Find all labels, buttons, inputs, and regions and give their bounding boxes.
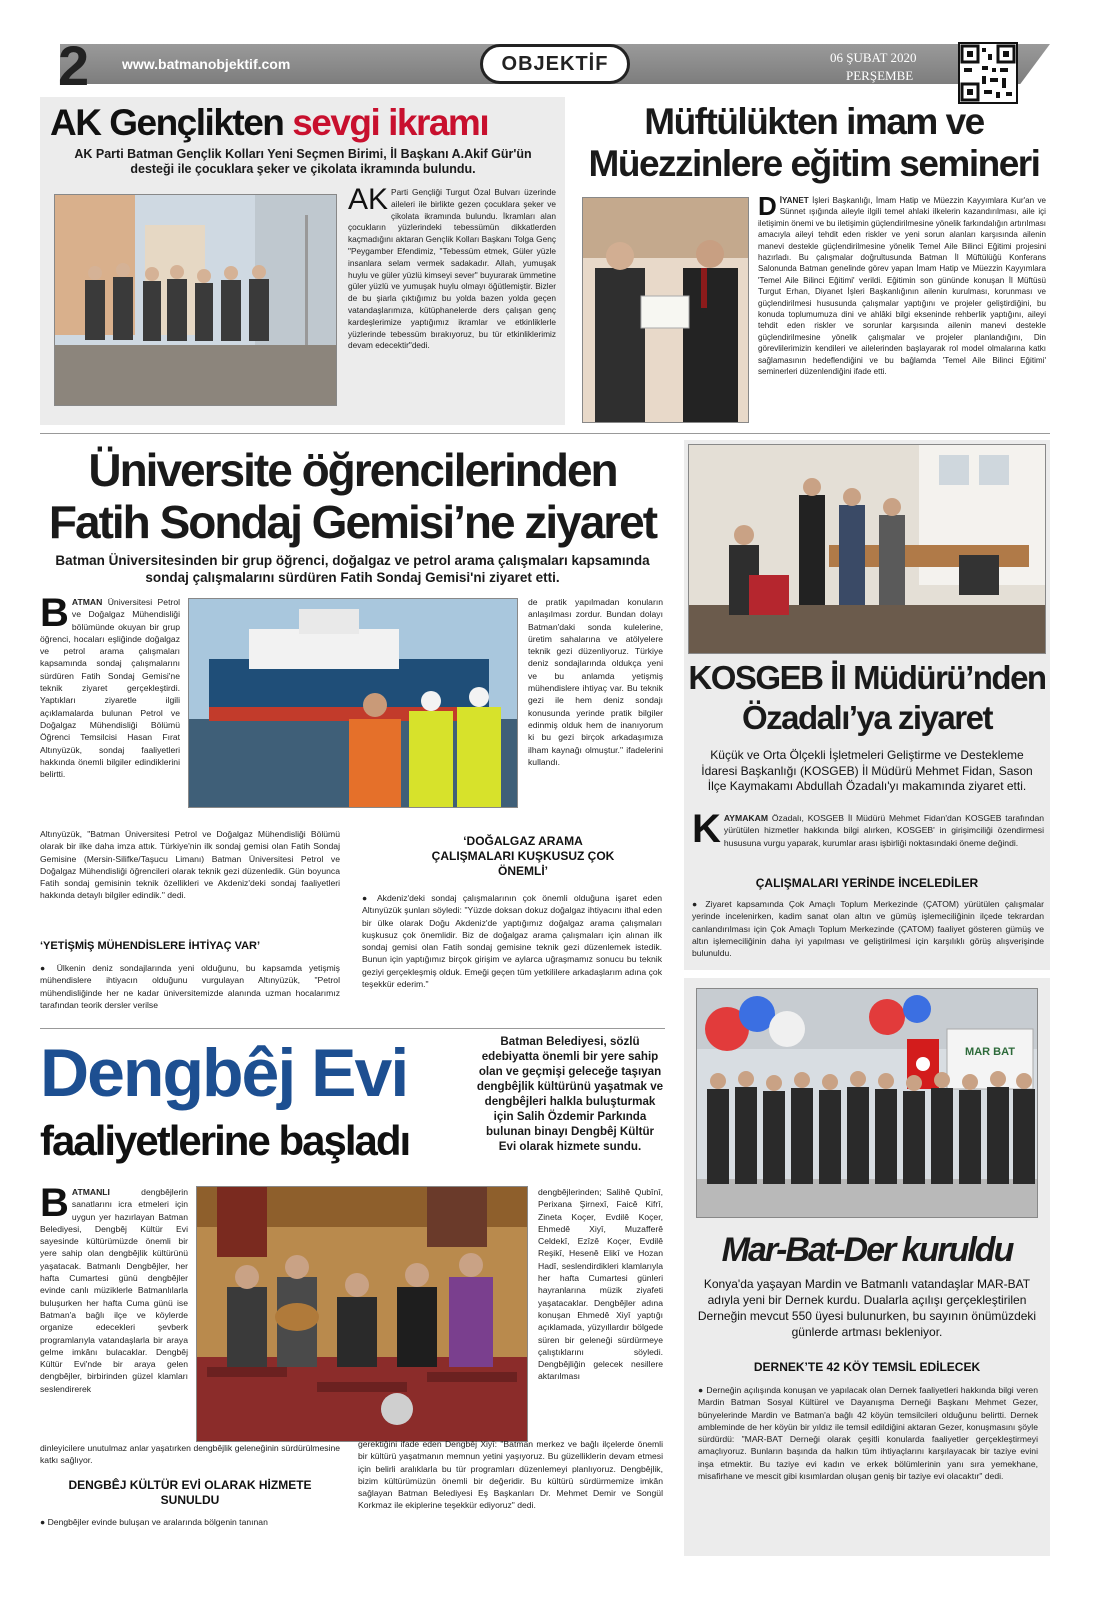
story-muftuluk: [578, 97, 1050, 425]
column-1-text: dengbêjlerin sanatlarını icra etmeleri için uygun yer hazırlayan Batman Belediyesi, Dengbêj Kültür Evi sayesinde kültürümüzde önemli bir yere sahip olan dengbêjlik kültürünü yaşatacak. Batmanlı Dengbêjler, her hafta Cumartesi günü dengbêjler evinde canlı müziklerle Batmanlılarla buluşurken her hafta Cuma günü ise Batman'a bağlı ilçe ve köylerde organize edecekleri şevberk programlarıyla vatandaşlarla bir araya gelme imkânı bulacaklar. Dengbêj Kültür Evi'nde bir araya gelen dengbêjler, birbirinden güzel klamları seslendirerek: [40, 1187, 188, 1394]
story-subtitle: Batman Üniversitesinden bir grup öğrenci, doğalgaz ve petrol arama çalışmaları kapsamında sondaj çalışmalarını sürdüren Fatih Sondaj Gemisi'ni ziyaret etti.: [55, 553, 650, 585]
subsection-2-text: Akdeniz'deki sondaj çalışmalarının çok önemli olduğuna işaret eden Altınyüzük şunları söyledi: "Yüzde doksan dokuz doğalgaz ihtiyacını ithal eden bir ülke olarak Doğu Akdeniz'de yaptığımız doğalgaz arama çalışmaları kuşkusuz çok önemlidir. Biz de doğalgaz arama çalışmaları için alınan ilk sondaj gemisi olan Fatih sondaj gemisine teknik gezi düzenlemek istedik. Bunun için yaptığımız birçok girişim ve aylarca uğraşmamız sonucu bu teknik geziyi gerçekleşmiş olduk. Emeği geçen tüm yetkililere arkadaşlarım adına çok teşekkür ederim.": [362, 893, 662, 990]
subheading-2: ‘DOĞALGAZ ARAMA ÇALIŞMALARI KUŞKUSUZ ÇOK ÖNEMLİ’: [431, 834, 615, 878]
subheading: DERNEK’TE 42 KÖY TEMSİL EDİLECEK: [753, 1360, 981, 1374]
lead-word: ATMANLI: [71, 1187, 110, 1197]
issue-date: 06 ŞUBAT 2020: [830, 50, 917, 65]
headline-line2: Fatih Sondaj Gemisi’ne ziyaret: [48, 496, 657, 548]
headline-line1: Üniversite öğrencilerinden: [88, 444, 617, 496]
story-marbat-der: [684, 978, 1050, 1556]
headline-line2: Özadalı’ya ziyaret: [742, 699, 992, 736]
section-divider: [40, 433, 1050, 434]
headline-line2: Müezzinlere eğitim semineri: [588, 143, 1040, 184]
story-subtitle: Konya'da yaşayan Mardin ve Batmanlı vatandaşlar MAR-BAT adıyla yeni bir Dernek kurdu. Dualarla açılışı gerçekleştirilen Derneğin mevcut 550 üyesi bulunurken, bu sayının önümüzdeki günlerde artması bekleniyor.: [697, 1277, 1037, 1339]
dropcap: D: [758, 195, 777, 221]
headline-line1: Müftülükten imam ve: [644, 101, 984, 142]
body-text: Derneğin açılışında konuşan ve yapılacak olan Dernek faaliyetleri hakkında bilgi veren Mardin Batman Sosyal Kültürel ve Dayanışma Derneği Başkanı Mehmet Gezer, bünyelerinde Mardin ve Batman'a bağlı 42 köyün temsilcileri olduğunu belirtti. Dernek ambleminde de her köyün bir yıldız ile temsil edildiğini aktaran Gezer, konuşmasını şöyle sürdürdü: "MAR-BAT Derneği olarak çeşitli konularda faaliyetler gerçekleştirmeyi amaçlıyoruz. Bunların başında da halkın tüm ihtiyaçlarını karşılayacak bir taziye evini inşa etmektir. Bu taziye evi kadın ve erkek bölümlerinin yanı sıra yemekhane, misafirhane ve mescit gibi kısımlardan oluşan geniş bir taziye evi olacaktır" dedi.: [698, 1385, 1038, 1482]
column-3-wide: gerektiğini ifade eden Dengbêj Xiyî: "Batman merkez ve bağlı ilçelerde önemli bir kültürü yaşatmanın memnun yetini yaşıyoruz. Bu güzelliklerin devam etmesi için belirli aralıklarla bu tür programları düzenlemeyi planlıyoruz. Dengbêjlik, bizim kültürümüzün önemli bir değeridir. Bu kültürü sürdürmemize imkân sağlayan Batman Belediyesi Eş Başkanları Dr. Mehmet Demir ve Songül Korkmaz ile ekiplerine teşekkür ediyoruz" dedi.: [358, 1439, 663, 1511]
dropcap: B: [40, 1186, 69, 1225]
body-text: Özadalı, KOSGEB İl Müdürü Mehmet Fidan'dan KOSGEB tarafından yürütülen hizmetler hakkında bilgi alırken, KOSGEB' in girişimciliği özendirmesi hususuna vurgu yaparak, kurumlar arası işbirliği noktasındaki öneme değindi.: [723, 813, 1044, 848]
subsection-1-text: Ülkenin deniz sondajlarında yeni olduğunu, bu kapsamda yetişmiş mühendislere ihtiyacın olduğunu vurgulayan Altınyüzük, "Petrol mühendisliğinde her ne kadar üniversitemizde alanında uzman hocalarımız tarafından teorik dersler verilse: [40, 963, 340, 1010]
photo-marbat-opening: [696, 988, 1038, 1218]
subheading: ÇALIŞMALARI YERİNDE İNCELEDİLER: [755, 876, 979, 890]
body-text: Parti Gençliği Turgut Özal Bulvarı üzerinde aileleri ile birlikte gezen çocuklara şeker ve çikolata ikramında bulundu. İkramları alan çocukların yüzlerindeki tebessümün dikkatlerden kaçmadığını aktaran Gençlik Kolları Başkanı Tolga Genç "Peygamber Efendimiz, "Tebessüm etmek, Güler yüzle insanlara selam vermek sadakadır. Allah, yumuşak huylu ve güler yüzlü kimseyi sever" buyurarak ümmetine güler yüzlü ve yumuşak huylu olmayı öğütlemiştir. Bizler de bu şiarla çıktığımız bu yolda bazen yolda geçen vatandaşlarımıza, kütüphanelerde ders çalışan genç kardeşlerimize yaptığımız ikramlar ve etkinliklerle yüzlerinde tebessüm bırakıyoruz, bu tür etkinliklerimiz devam edecektir"dedi.: [348, 187, 556, 351]
logo-text: OBJEKTİF: [501, 52, 609, 75]
subsection-1-body: ● Ülkenin deniz sondajlarında yeni olduğunu, bu kapsamda yetişmiş mühendislere ihtiyacın olduğunu vurgulayan Altınyüzük, "Petrol mühendisliğinde her ne kadar üniversitemizde alanında uzman hocalarımız tarafından teorik dersler verilse: [40, 963, 340, 1010]
photo-ak-youth-group: [54, 194, 337, 406]
story-body: [348, 187, 556, 413]
headline-line1: Dengbêj Evi: [40, 1035, 408, 1111]
subsection-body: ● Dengbêjler evinde buluşan ve aralarında bölgenin tanınan: [40, 1517, 268, 1527]
qr-code-icon: [958, 42, 1018, 104]
website-link[interactable]: www.batmanobjektif.com: [122, 56, 291, 72]
headline-part1: AK Gençlikten: [50, 102, 293, 143]
lead-word: AYMAKAM: [723, 813, 768, 823]
dropcap: B: [40, 596, 69, 635]
photo-drilling-ship: [188, 598, 518, 808]
story-body: ● Derneğin açılışında konuşan ve yapılacak olan Dernek faaliyetleri hakkında bilgi veren Mardin Batman Sosyal Kültürel ve Dayanışma Derneği Başkanı Mehmet Gezer, bünyelerinde Mardin ve Batman'a bağlı 42 köyün temsilcileri olduğunu belirtti. Dernek ambleminde de her köyün bir yıldız ile temsil edildiğini aktaran Gezer, konuşmasını şöyle sürdürdü: "MAR-BAT Derneği olarak çeşitli konularda faaliyetler gerçekleştirmeyi amaçlıyoruz. Bunların başında da halkın tüm ihtiyaçlarını karşılayacak bir taziye evini inşa etmektir. Bu taziye evi kadın ve erkek bölümlerinin yanı sıra yemekhane, misafirhane ve mescit gibi kısımlardan oluşan geniş bir taziye evi olacaktır" dedi.: [698, 1385, 1038, 1482]
subsection-2-body: ● Akdeniz'deki sondaj çalışmalarının çok önemli olduğuna işaret eden Altınyüzük şunları söyledi: "Yüzde doksan dokuz doğalgaz ihtiyacını ithal eden bir ülke olarak Doğu Akdeniz'de yaptığımız doğalgaz arama çalışmaları kuşkusuz çok önemlidir. Biz de doğalgaz arama çalışmaları için alınan ilk sondaj gemisi olan Fatih sondaj gemisine teknik gezi düzenlemek istedik. Bunun için yaptığımız birçok girişim ve aylarca uğraşmamız sonucu bu teknik geziyi gerçekleşmiş olduk. Emeği geçen tüm yetkililere arkadaşlarım adına çok teşekkür ederim.": [362, 893, 662, 990]
story-headline: [50, 101, 560, 145]
photo-catom-workshop: [688, 444, 1046, 654]
story-subtitle: Küçük ve Orta Ölçekli İşletmeleri Geliştirme ve Destekleme İdaresi Başkanlığı (KOSGEB) İl Müdürü Mehmet Fidan, Sason İlçe Kaymakamı Abdullah Özadalı'yı makamında ziyaret etti.: [701, 748, 1033, 793]
column-1: [40, 1186, 188, 1442]
section-divider: [40, 1028, 665, 1029]
column-1-wide: dinleyicilere unutulmaz anlar yaşatırken dengbêjlik geleneğinin sürdürülmesine katkı sağlıyor.: [40, 1443, 340, 1466]
photo-dengbej-singers: [196, 1186, 528, 1442]
issue-weekday: PERŞEMBE: [846, 68, 914, 83]
headline: Mar-Bat-Der kuruldu: [721, 1231, 1013, 1269]
lead-word: ATMAN: [71, 597, 103, 607]
column-3: dengbêjlerinden; Salihê Qubînî, Perixana Şirnexî, Faicê Kifrî, Zineta Koçer, Evdilê Koçer, Ehmedê Xiyî, Muzafferê Celdekî, Ezîzê Koçer, Evdilê Reşikî, Hesenê Elikî ve Hozan Hadî, seslendirdikleri klamlarıyla her hafta Cumartesi günleri hayranlarına müzik ziyafeti yaşatacaklar. Dengbêjler adına konuşan Ehmedê Xiyî yaptığı açıklamada, yüzyıllardır bölgede süren bir geleneği sürdürmeye çalıştıklarını söyledi. Dengbêjliğin gelecek nesillere aktarılması: [538, 1187, 663, 1382]
logo: [480, 44, 630, 84]
story-dengbej-evi: [40, 1032, 665, 1560]
subheading: DENGBÊJ KÜLTÜR EVİ OLARAK HİZMETE SUNULDU: [68, 1478, 312, 1507]
headline-line2: faaliyetlerine başladı: [40, 1117, 410, 1164]
headline-line1: KOSGEB İl Müdürü’nden: [688, 659, 1046, 696]
story-universite: [40, 440, 665, 1022]
dropcap: K: [692, 812, 721, 851]
subsection-body: ● Ziyaret kapsamında Çok Amaçlı Toplum Merkezinde (ÇATOM) yürütülen çalışmalar yerinde incelenirken, kadim sanat olan altın ve gümüş işlemeciliğinin ilçede tekrardan canlandırılması için Çok Amaçlı Toplum Merkezinde (ÇATOM) faaliyet gösteren gümüş ve altın işlemeciliğinin daha iyi yapılması ve geliştirilmesi için karşılıklı görüş alışverişinde bulunuldu.: [692, 899, 1044, 959]
dropcap: AK: [348, 187, 389, 216]
story-kosgeb: [684, 440, 1050, 970]
lead-word: İYANET: [779, 196, 809, 205]
column-1: [40, 596, 180, 826]
story-body: [692, 812, 1044, 866]
subsection-text: Ziyaret kapsamında Çok Amaçlı Toplum Merkezinde (ÇATOM) yürütülen çalışmalar yerinde incelenirken, kadim sanat olan altın ve gümüş işlemeciliğinin ilçede tekrardan canlandırılması için Çok Amaçlı Toplum Merkezinde (ÇATOM) faaliyet gösteren gümüş ve altın işlemeciliğinin daha iyi yapılması ve geliştirilmesi için karşılıklı görüş alışverişinde bulunuldu.: [692, 899, 1044, 959]
story-subtitle: AK Parti Batman Gençlik Kolları Yeni Seçmen Birimi, İl Başkanı A.Akif Gür'ün desteği ile çocuklara şeker ve çikolata ikramında bulundu.: [74, 147, 532, 176]
story-intro: Batman Belediyesi, sözlü edebiyatta önemli bir yere sahip olan ve geçmişi geleceğe taşıyan dengbêjlik kültürünü yaşatmak ve dengbêjleri halkla buluşturmak için Salih Özdemir Parkında bulunan binayı Dengbêj Kültür Evi olarak hizmete sundu.: [476, 1035, 664, 1153]
column-1-text: Üniversitesi Petrol ve Doğalgaz Mühendisliği bölümünde okuyan bir grup öğrenci, hocaları eşliğinde doğalgaz ve petrol arama çalışmaları kapsamında sondaj çalışmalarını sürdüren Fatih Sondaj Gemisi'ne teknik ziyaret gerçekleştirdi. Yaptıkları ziyaretle ilgili açıklamalarda bulunan Petrol ve Doğalgaz Mühendisliği Bölümü Öğrenci Temsilcisi Hasan Fırat Altınyüzük, sondaj faaliyetleri hakkında önemli bilgiler edindiklerini belirtti.: [40, 597, 180, 780]
banner-text: MAR BAT: [965, 1046, 1015, 1058]
column-3: de pratik yapılmadan konuların anlaşılması zordur. Bundan dolayı Batman'daki sonda kulelerine, üretim sahalarına ve atölyelere teknik gezi düzenliyoruz. Türkiye deniz sondajlarında oldukça yeni ve bu anlamda yetişmiş mühendislere ihtiyaç var. Bu teknik gezi ile hem deniz sondajı konusunda yerinde pratik bilgiler edinmiş olduk hem de inanıyorum ki bu gezi birçok arkadaşımıza ilham kaynağı olmuştur." ifadelerini kullandı.: [528, 597, 663, 767]
photo-certificate-ceremony: [582, 197, 749, 423]
subsection-text: Dengbêjler evinde buluşan ve aralarında bölgenin tanınan: [47, 1517, 268, 1527]
headline-part2: sevgi ikramı: [292, 102, 489, 143]
subheading-1: ‘YETİŞMİŞ MÜHENDİSLERE İHTİYAÇ VAR’: [40, 940, 261, 952]
story-body: [758, 195, 1046, 423]
story-ak-genclik: [40, 97, 565, 425]
column-1-wide: Altınyüzük, "Batman Üniversitesi Petrol ve Doğalgaz Mühendisliği Bölümü olarak bir ilke daha imza attık. Türkiye'nin ilk sondaj gemisi olan Fatih Sondaj Gemisine (Mersin-Silifke/Taşucu Limanı) Batman Üniversitesi Petrol ve Doğalgaz Mühendisliği öğrencileri olarak teknik gezi düzenledik. Gün boyunca Fatih sondaj gemisinin teknik özellikleri ve Akdeniz'deki sondaj faaliyetleri hakkında detaylı bilgiler edindik." dedi.: [40, 829, 340, 901]
page-number: 2: [58, 34, 90, 97]
page-header: [40, 34, 1050, 97]
body-text: İşleri Başkanlığı, İmam Hatip ve Müezzin Kayyımlara Kur'an ve Sünnet ışığında aileyle ilgili temel ahlaki ilkelerin kazandırılması, aile içi iletişimin önemi ve bu iletişimin güçlendirilmesine yönelik farkındalığın artırılması amacıyla aileyi tehdit eden riskler ve yeni sorun alanları karşısında ailenin manevi destekle güçlendirilmesine yönelik Temel Aile Bilinci Eğitimi projesini hazırladı. Bu çalışmalar doğrultusunda Batman İl Müftülüğü Konferans Salonunda Batman genelinde görev yapan İmam Hatip ve Müezzin Kayyımlara 'Temel Aile Bilinci Eğitimi' verildi. Eğitimin son gününde konuşan İl Müftüsü Turgut Erhan, Diyanet İşleri Başkanlığının ailenin kurulması, korunması ve güçlendirilmesi hususunda çalışmalar yaptığını ve projeler geliştirdiğini, bu konuda toplumumuza dini ve ahlâki bilgi ekseninde rehberlik yaptığını, aileyi tehdit eden riskler ve sorunlar karşısında ailenin manevi destekle güçlendirilmesine yönelik çalışmalar ve projeler planlandığını, Din görevlilerimizin kendileri ve ailelerinden başlayarak rol model olmalarına katkı sağlamasının hedeflendiğini ve bu bağlamda 'Temel Aile Bilinci Eğitimi' seminerleri düzenlendiğini ifade etti.: [758, 196, 1046, 377]
